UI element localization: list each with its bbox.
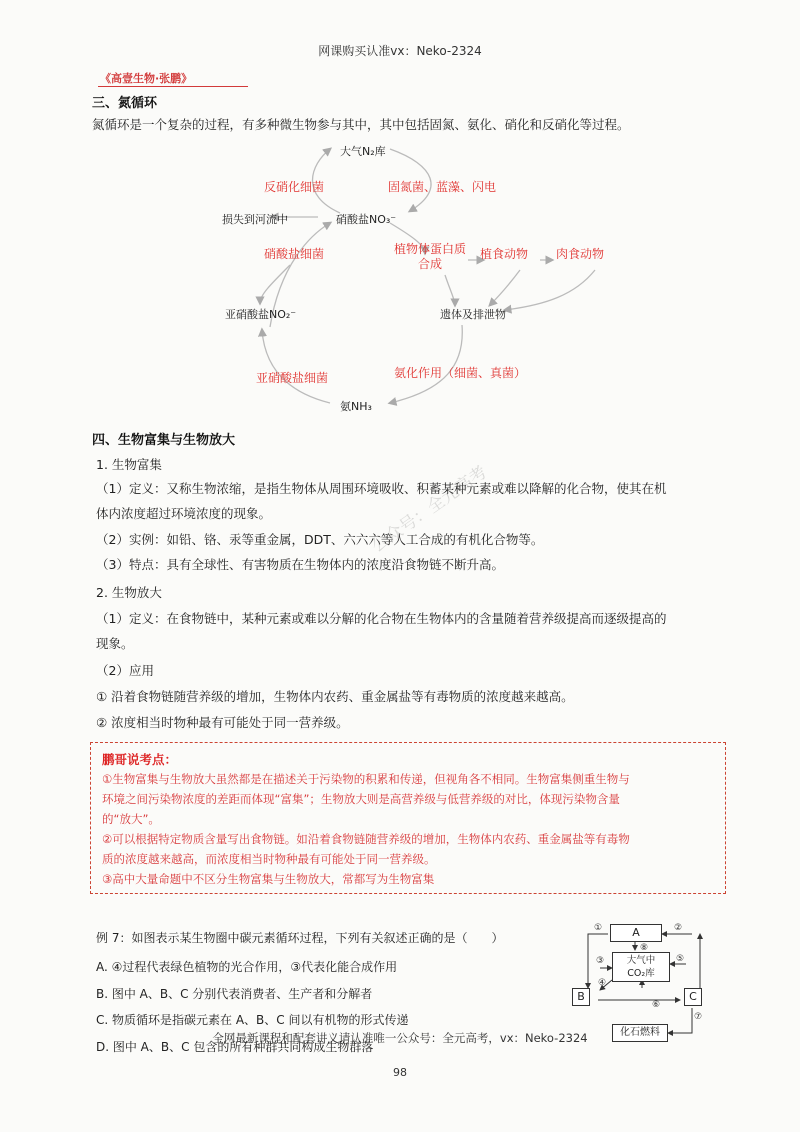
carbon-label-7: ⑦ (694, 1012, 703, 1022)
application-1: ① 沿着食物链随营养级的增加，生物体内农药、重金属盐等有毒物质的浓度越来越高。 (96, 689, 574, 704)
section3-intro: 氮循环是一个复杂的过程，有多种微生物参与其中，其中包括固氮、氨化、硝化和反硝化等过程。 (92, 117, 630, 132)
node-carnivore: 肉食动物 (556, 247, 605, 261)
co2-line2: CO₂库 (627, 968, 655, 979)
node-nitrate-bacteria: 硝酸盐细菌 (264, 247, 325, 261)
co2-line1: 大气中 (626, 955, 656, 966)
watermark: 公众号：全元高考 (367, 462, 491, 557)
carbon-node-fossil-fuel: 化石燃料 (612, 1024, 668, 1042)
arrow-ammonia-nitrite (262, 330, 330, 403)
node-loss-to-river: 损失到河流中 (222, 213, 288, 226)
header-note: 网课购买认准vx：Neko-2324 (318, 44, 482, 58)
option-b: B. 图中 A、B、C 分别代表消费者、生产者和分解者 (96, 987, 373, 1001)
exam-point-line1: ①生物富集与生物放大虽然都是在描述关于污染物的积累和传递，但视角各不相同。生物富集侧重生物与 (102, 772, 630, 786)
exam-point-line4: ②可以根据特定物质含量写出食物链。如沿着食物链随营养级的增加，生物体内农药、重金属盐等有毒物 (102, 832, 630, 846)
sub-bioaccumulation: 1. 生物富集 (96, 457, 162, 472)
section3-title: 三、氮循环 (92, 96, 158, 111)
brand-label: 《高壹生物·张鹏》 (100, 72, 193, 85)
node-nitrite-bacteria: 亚硝酸盐细菌 (256, 371, 329, 385)
footer-note: 全网最新课程和配套讲义请认准唯一公众号：全元高考，vx：Neko-2324 (212, 1031, 588, 1045)
def1-line1: （1）定义：又称生物浓缩，是指生物体从周围环境吸收、积蓄某种元素或难以降解的化合物，使其在机 (96, 481, 667, 496)
option-a: A. ④过程代表绿色植物的光合作用，③代表化能合成作用 (96, 960, 398, 974)
carbon-label-8: ⑧ (640, 943, 649, 953)
node-ammonification: 氨化作用（细菌、真菌） (394, 366, 527, 380)
arrow-herbivore-remains (490, 270, 520, 305)
application-2: ② 浓度相当时物种最有可能处于同一营养级。 (96, 715, 349, 730)
exam-point-line3: 的“放大”。 (102, 812, 160, 826)
node-atmosphere-n2: 大气N₂库 (340, 145, 386, 158)
def2-line2: 现象。 (96, 636, 134, 651)
example1: （2）实例：如铅、铬、汞等重金属，DDT、六六六等人工合成的有机化合物等。 (96, 532, 544, 547)
carbon-label-5: ⑤ (676, 954, 685, 964)
carbon-node-co2 (612, 952, 670, 982)
carbon-label-6: ⑥ (652, 1000, 661, 1010)
page-number: 98 (393, 1066, 407, 1079)
node-nitrite: 亚硝酸盐NO₂⁻ (225, 308, 297, 321)
node-nitrate: 硝酸盐NO₃⁻ (336, 213, 397, 226)
exam-point-line5: 质的浓度越来越高，而浓度相当时物种最有可能处于同一营养级。 (102, 852, 436, 866)
node-plant-protein: 植物体蛋白质合成 (394, 242, 467, 271)
carbon-node-a: A (610, 924, 662, 942)
exam-point-line6: ③高中大量命题中不区分生物富集与生物放大，常都写为生物富集 (102, 872, 435, 886)
exam-points-title: 鹏哥说考点： (102, 752, 178, 767)
def1-line2: 体内浓度超过环境浓度的现象。 (96, 506, 272, 521)
node-remains: 遗体及排泄物 (440, 308, 506, 321)
exam-point-line2: 环境之间污染物浓度的差距而体现“富集”；生物放大则是高营养级与低营养级的对比，体现污染物含量 (102, 792, 620, 806)
carbon-label-1: ① (594, 923, 603, 933)
sub-biomagnification: 2. 生物放大 (96, 585, 162, 600)
arrow-carnivore-remains (505, 270, 595, 310)
def2-line1: （1）定义：在食物链中，某种元素或难以分解的化合物在生物体内的含量随着营养级提高而逐级提高的 (96, 611, 667, 626)
node-ammonia: 氨NH₃ (340, 400, 372, 413)
question-stem: 例 7：如图表示某生物圈中碳元素循环过程，下列有关叙述正确的是（ ） (96, 931, 504, 945)
carbon-label-3: ③ (596, 956, 605, 966)
node-denitrifying-bacteria: 反硝化细菌 (264, 180, 325, 194)
carbon-node-b: B (572, 988, 590, 1006)
node-nitrogen-fixation: 固氮菌、蓝藻、闪电 (388, 180, 497, 194)
carbon-label-4: ④ (598, 978, 607, 988)
node-herbivore: 植食动物 (480, 247, 529, 261)
section4-title: 四、生物富集与生物放大 (92, 433, 236, 448)
arrow-nitrate-up (260, 265, 290, 303)
feature1: （3）特点：具有全球性、有害物质在生物体内的浓度沿食物链不断升高。 (96, 557, 504, 572)
option-c: C. 物质循环是指碳元素在 A、B、C 间以有机物的形式传递 (96, 1013, 409, 1027)
carbon-label-2: ② (674, 923, 683, 933)
brand-underline (98, 86, 248, 87)
option-d: D. 图中 A、B、C 包含的所有种群共同构成生物群落 (96, 1040, 374, 1054)
carbon-node-c: C (684, 988, 702, 1006)
application-heading: （2）应用 (96, 663, 154, 678)
arrow-plant-remains (445, 275, 455, 305)
